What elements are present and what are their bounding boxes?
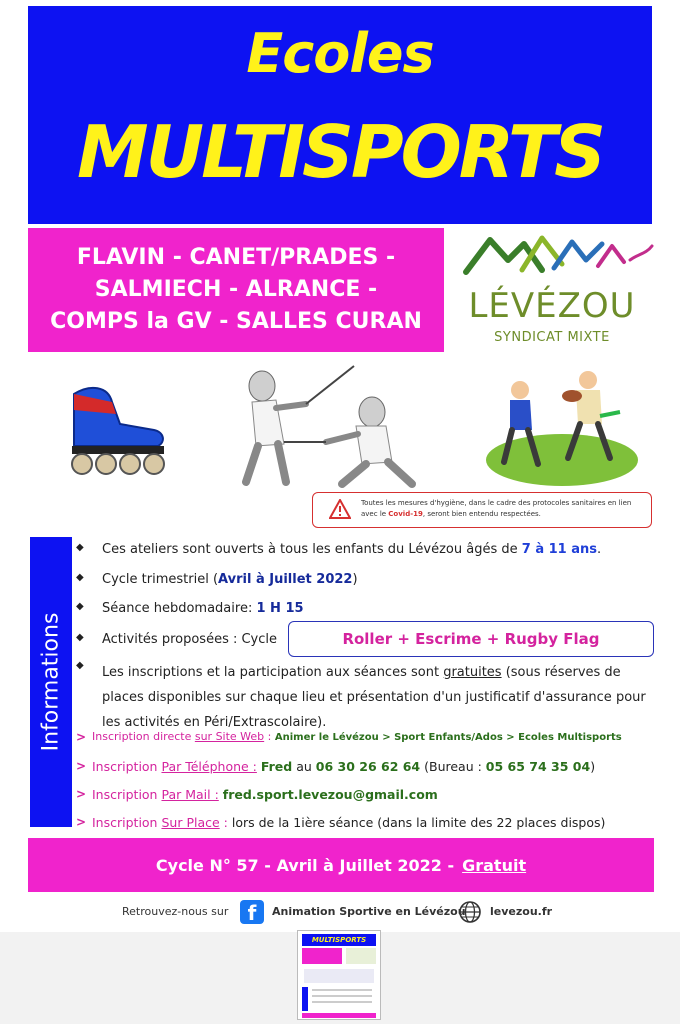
towns-line-3: COMPS la GV - SALLES CURAN — [50, 309, 422, 334]
globe-icon[interactable] — [458, 900, 482, 924]
informations-sidebar — [30, 537, 72, 827]
covid-text: Toutes les mesures d'hygiène, dans le cadre des protocoles sanitaires en lien avec le Covid-19, seront bien entendu respectées. — [361, 499, 632, 518]
towns-box — [28, 228, 444, 352]
website-link[interactable]: levezou.fr — [490, 905, 553, 918]
towns-line-1: FLAVIN - CANET/PRADES - — [76, 245, 396, 270]
poster-thumbnail[interactable]: MULTISPORTS — [297, 930, 381, 1020]
levezou-logo — [462, 230, 658, 354]
fencing-icon — [222, 364, 442, 494]
mountain-logo-icon — [462, 230, 658, 290]
cycle-text: Cycle N° 57 - Avril à Juillet 2022 - — [155, 855, 455, 875]
gratuit-label: Gratuit — [462, 855, 527, 875]
logo-subtitle: SYNDICAT MIXTE — [494, 330, 610, 345]
inscriptions-paragraph: Les inscriptions et la participation aux séances sont gratuites (sous réserves de places disponibles sur chaque lieu et présentation d'un justificatif d'assurance pour les activités en Péri/Extrascolaire). — [102, 665, 646, 730]
logo-name: LÉVÉZOU — [468, 286, 636, 326]
email-link[interactable]: fred.sport.levezou@gmail.com — [222, 787, 438, 802]
gratuites-link: gratuites — [443, 665, 502, 680]
activities-box — [288, 621, 654, 657]
rugby-flag-icon — [484, 366, 644, 488]
title-multisports: MULTISPORTS — [77, 110, 603, 194]
towns-line-2: SALMIECH - ALRANCE - — [94, 277, 378, 302]
informations-label: Informations — [38, 612, 64, 752]
facebook-page-name[interactable]: Animation Sportive en Lévézou — [272, 905, 466, 918]
warning-icon — [329, 499, 351, 519]
activities-text: Roller + Escrime + Rugby Flag — [342, 630, 600, 648]
cycle-band — [28, 838, 654, 892]
roller-skate-icon — [60, 380, 176, 480]
inscriptions-list: > Inscription directe sur Site Web : Animer le Lévézou > Sport Enfants/Ados > Ecoles Multisports > Inscription Par Téléphone : Fred au 06 30 26 62 64 (Bureau : 05 65 74 35 04) > Inscription Par Mail : fred.sport.levezou@gmail.com > Inscription Sur Place : lors de la 1ière séance (dans la limite des 22 places dispos) — [76, 730, 622, 830]
phone-number[interactable]: 06 30 26 62 64 — [315, 759, 421, 774]
header-banner — [28, 6, 652, 224]
social-links — [120, 899, 580, 927]
covid-notice — [312, 492, 652, 528]
facebook-icon[interactable]: f — [240, 900, 264, 924]
site-web-link[interactable]: sur Site Web — [194, 730, 265, 743]
retrouvez-label: Retrouvez-nous sur — [122, 905, 229, 918]
title-ecoles: Ecoles — [246, 22, 434, 85]
office-number[interactable]: 05 65 74 35 04 — [485, 759, 591, 774]
